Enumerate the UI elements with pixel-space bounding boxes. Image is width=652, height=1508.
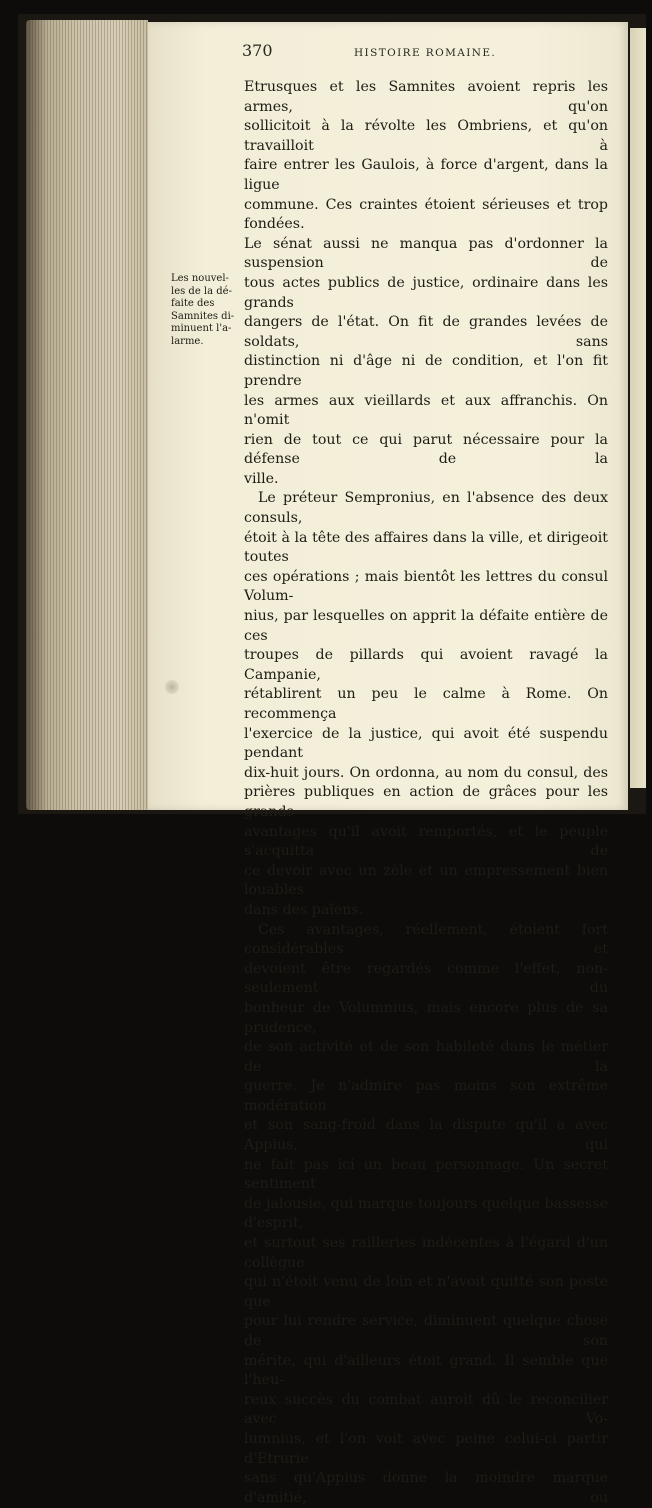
text-line: tous actes publics de justice, ordinaire dans les grands [244,274,608,311]
text-line: ce devoir avec un zèle et un empressement bien louables [244,862,608,899]
text-line: qui n'étoit venu de loin et n'avoit quitté son poste que [244,1274,608,1310]
text-line: troupes de pillards qui avoient ravagé la Campanie, [244,647,608,683]
margin-note-line: Les nouvel- [171,273,229,284]
text-line: dans des païens. [244,901,364,918]
text-line: pour lui rendre service, diminuent quelque chose de son [244,1313,608,1349]
margin-note-line: les de la dé- [171,285,232,297]
margin-note [171,273,245,348]
text-line: reux succès du combat auroit dû le reconcilier avec Vo- [244,1391,608,1428]
text-line: bonheur de Volumnius, mais encore plus de sa prudence, [244,999,608,1036]
text-line: de jalousie, qui marque toujours quelque bassesse d'esprit, [244,1195,608,1232]
text-line: ces opérations ; mais bientôt les lettres du consul Volum- [244,568,608,605]
text-line: et son sang-froid dans la dispute qu'il a avec Appius, qui [244,1117,608,1154]
ink-smudge [165,680,179,694]
text-line: sollicitoit à la révolte les Ombriens, et qu'on travailloit à [244,118,608,154]
text-line: lumnius, et l'on voit avec peine celui-ci partir d'Etrurie [244,1430,608,1467]
text-line: Ces avantages, réellement, étoient fort considérables et [244,921,608,958]
text-line: étoit à la tête des affaires dans la ville, et dirigeoit toutes [244,529,608,566]
text-line: les armes aux vieillards et aux affranchis. On n'omit [244,392,608,429]
text-line: dix-huit jours. On ordonna, au nom du consul, des [244,764,608,781]
text-line: dangers de l'état. On fit de grandes levées de soldats, sans [244,314,608,350]
text-line: Etrusques et les Samnites avoient repris les armes, qu'on [244,79,608,115]
text-line: guerre. Je n'admire pas moins son extrême modération [244,1078,608,1114]
text-line: rétablirent un peu le calme à Rome. On recommença [244,686,608,722]
text-line: Le préteur Sempronius, en l'absence des deux consuls, [244,490,608,527]
text-line: prières publiques en action de grâces pour les grands [244,784,608,820]
text-line: et surtout ses railleries indécentes à l'égard d'un collègue [244,1235,608,1271]
text-line: ne fait pas ici un beau personnage. Un secret sentiment [244,1156,608,1193]
running-title: HISTOIRE ROMAINE. [354,47,497,59]
facing-page-edge [630,28,646,788]
paragraph-2 [244,489,608,920]
text-line: rien de tout ce qui parut nécessaire pour la défense de la [244,431,608,468]
text-line: de son activité et de son habileté dans le métier de la [244,1039,608,1075]
text-line: faire entrer les Gaulois, à force d'argent, dans la ligue [244,157,608,193]
page-header [242,41,622,61]
text-line: mérite, qui d'ailleurs étoit grand. Il semble que l'heu- [244,1352,608,1389]
margin-note-line: larme. [171,335,204,347]
body-text [244,78,608,1508]
text-line: nius, par lesquelles on apprit la défaite entière de ces [244,608,608,644]
margin-note-line: Samnites di- [171,310,235,322]
text-line: ville. [244,470,279,487]
paragraph-1 [244,78,608,489]
margin-note-line: minuent l'a- [171,323,232,334]
text-line: devoient être regardés comme l'effet, non-seulement du [244,960,608,997]
text-line: l'exercice de la justice, qui avoit été suspendu pendant [244,725,608,762]
edge-shadow [26,20,46,810]
text-line: commune. Ces craintes étoient sérieuses et trop fondées. [244,196,608,233]
text-line: avantages qu'il avoit remportés, et le peuple s'acquitta de [244,823,608,860]
page-number: 370 [242,41,273,60]
margin-note-line: faite des [171,298,215,309]
text-line: Le sénat aussi ne manqua pas d'ordonner la suspension de [244,235,608,272]
paragraph-3 [244,921,608,1508]
text-line: distinction ni d'âge ni de condition, et l'on fit prendre [244,353,608,389]
text-line: sans qu'Appius donne la moindre marque d'amitié, ou [244,1470,608,1506]
